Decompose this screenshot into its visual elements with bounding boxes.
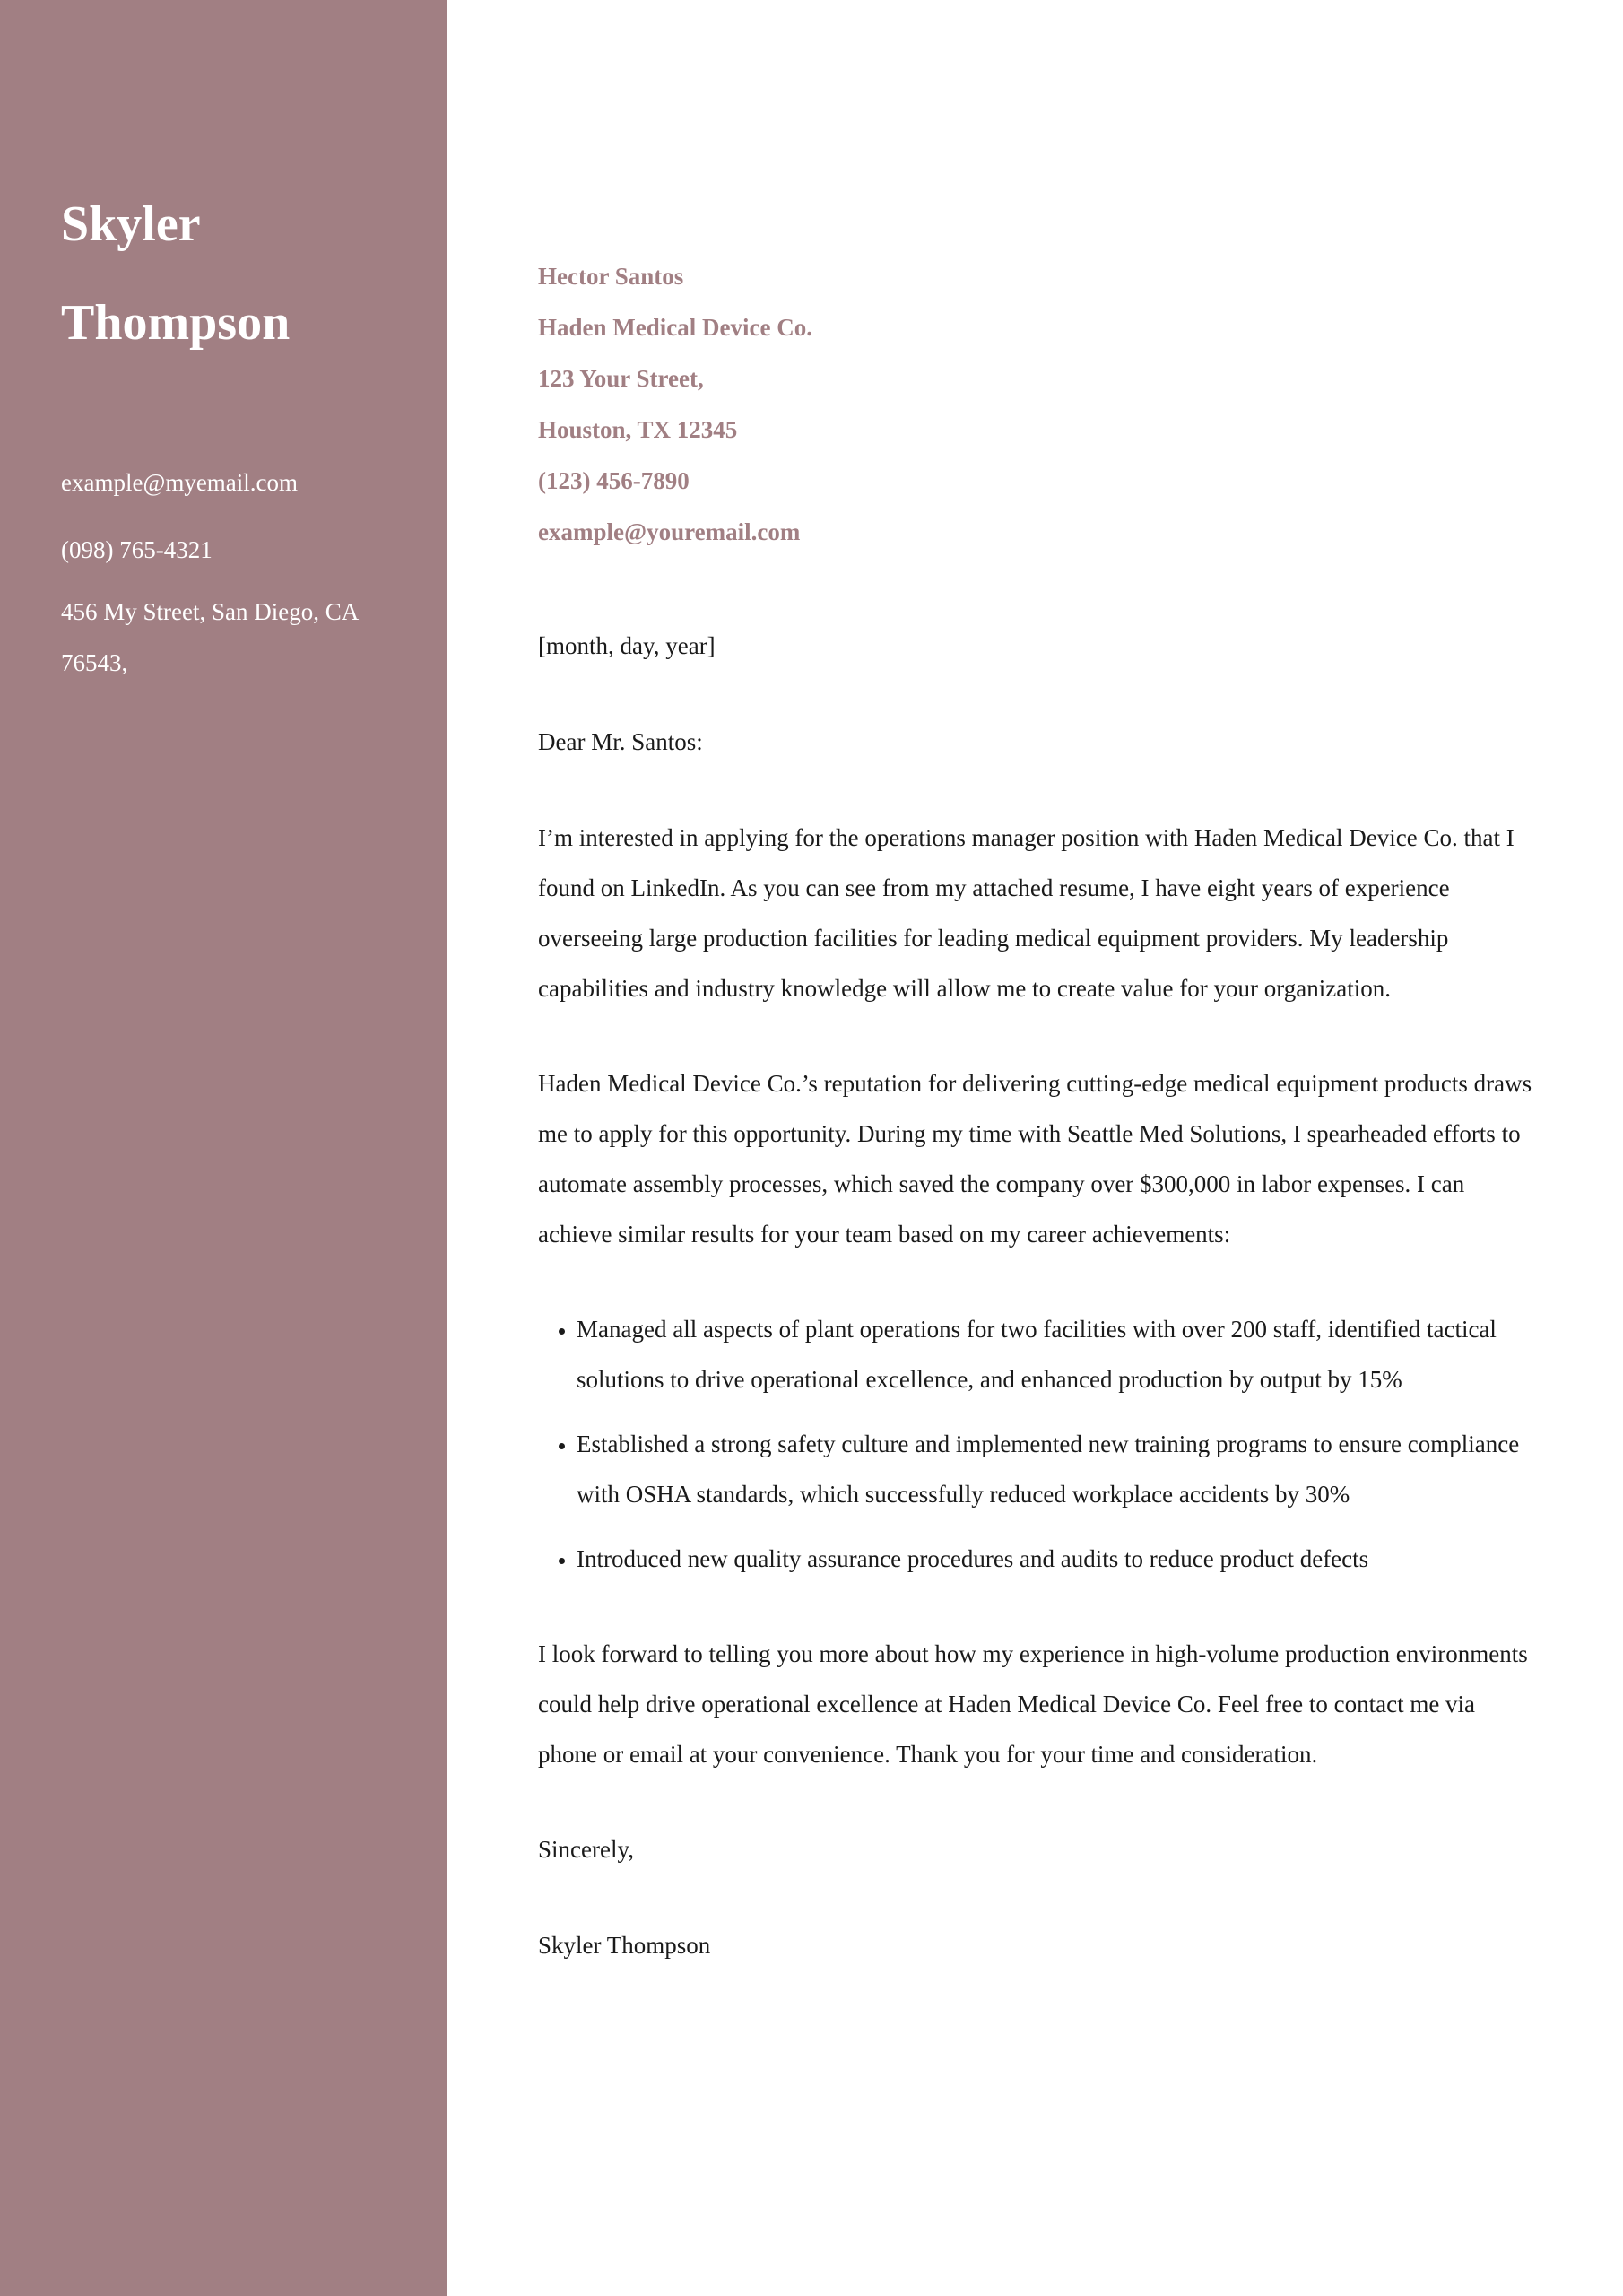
letter-date: [month, day, year]	[538, 632, 716, 659]
sender-contact	[61, 449, 447, 689]
sender-address: 456 My Street, San Diego, CA 76543,	[61, 598, 358, 676]
sender-first-name: Skyler	[61, 196, 201, 252]
paragraph-intro: I’m interested in applying for the operations manager position with Haden Medical Device Co. that I found on LinkedIn. As you can see from my attached resume, I have eight years of experience overseeing large production facilities for leading medical equipment providers. My leadership capabilities and industry knowledge will allow me to create value for your organization.	[538, 824, 1515, 1002]
letter-signature: Skyler Thompson	[538, 1932, 711, 1959]
sender-last-name: Thompson	[61, 295, 291, 351]
recipient-company: Haden Medical Device Co.	[538, 314, 812, 341]
sidebar	[0, 0, 447, 2296]
sender-phone: (098) 765-4321	[61, 536, 213, 563]
list-item: • Managed all aspects of plant operations for two facilities with over 200 staff, identified tactical solutions to drive operational excellence, and enhanced production by output by 15%	[577, 1304, 1536, 1405]
recipient-street: 123 Your Street,	[538, 365, 704, 392]
recipient-city: Houston, TX 12345	[538, 416, 738, 443]
list-item: • Established a strong safety culture and implemented new training programs to ensure compliance with OSHA standards, which successfully reduced workplace accidents by 30%	[577, 1419, 1536, 1519]
sender-email: example@myemail.com	[61, 469, 299, 496]
paragraph-closing: I look forward to telling you more about how my experience in high-volume production environments could help drive operational excellence at Haden Medical Device Co. Feel free to contact me via phone or email at your convenience. Thank you for your time and consideration.	[538, 1640, 1528, 1768]
achievement-list	[538, 1304, 1536, 1584]
recipient-phone: (123) 456-7890	[538, 467, 690, 494]
letter-closing: Sincerely,	[538, 1836, 634, 1863]
letter-salutation: Dear Mr. Santos:	[538, 728, 703, 755]
recipient-email: example@youremail.com	[538, 518, 801, 545]
recipient-name: Hector Santos	[538, 263, 684, 290]
recipient-block	[538, 251, 1542, 558]
paragraph-achievements: Haden Medical Device Co.’s reputation for delivering cutting-edge medical equipment products draws me to apply for this opportunity. During my time with Seattle Med Solutions, I spearheaded efforts to automate assembly processes, which saved the company over $300,000 in labor expenses. I can achieve similar results for your team based on my career achievements:	[538, 1070, 1532, 1248]
letter-body	[538, 251, 1542, 1971]
list-item: • Introduced new quality assurance procedures and audits to reduce product defects	[577, 1534, 1536, 1584]
